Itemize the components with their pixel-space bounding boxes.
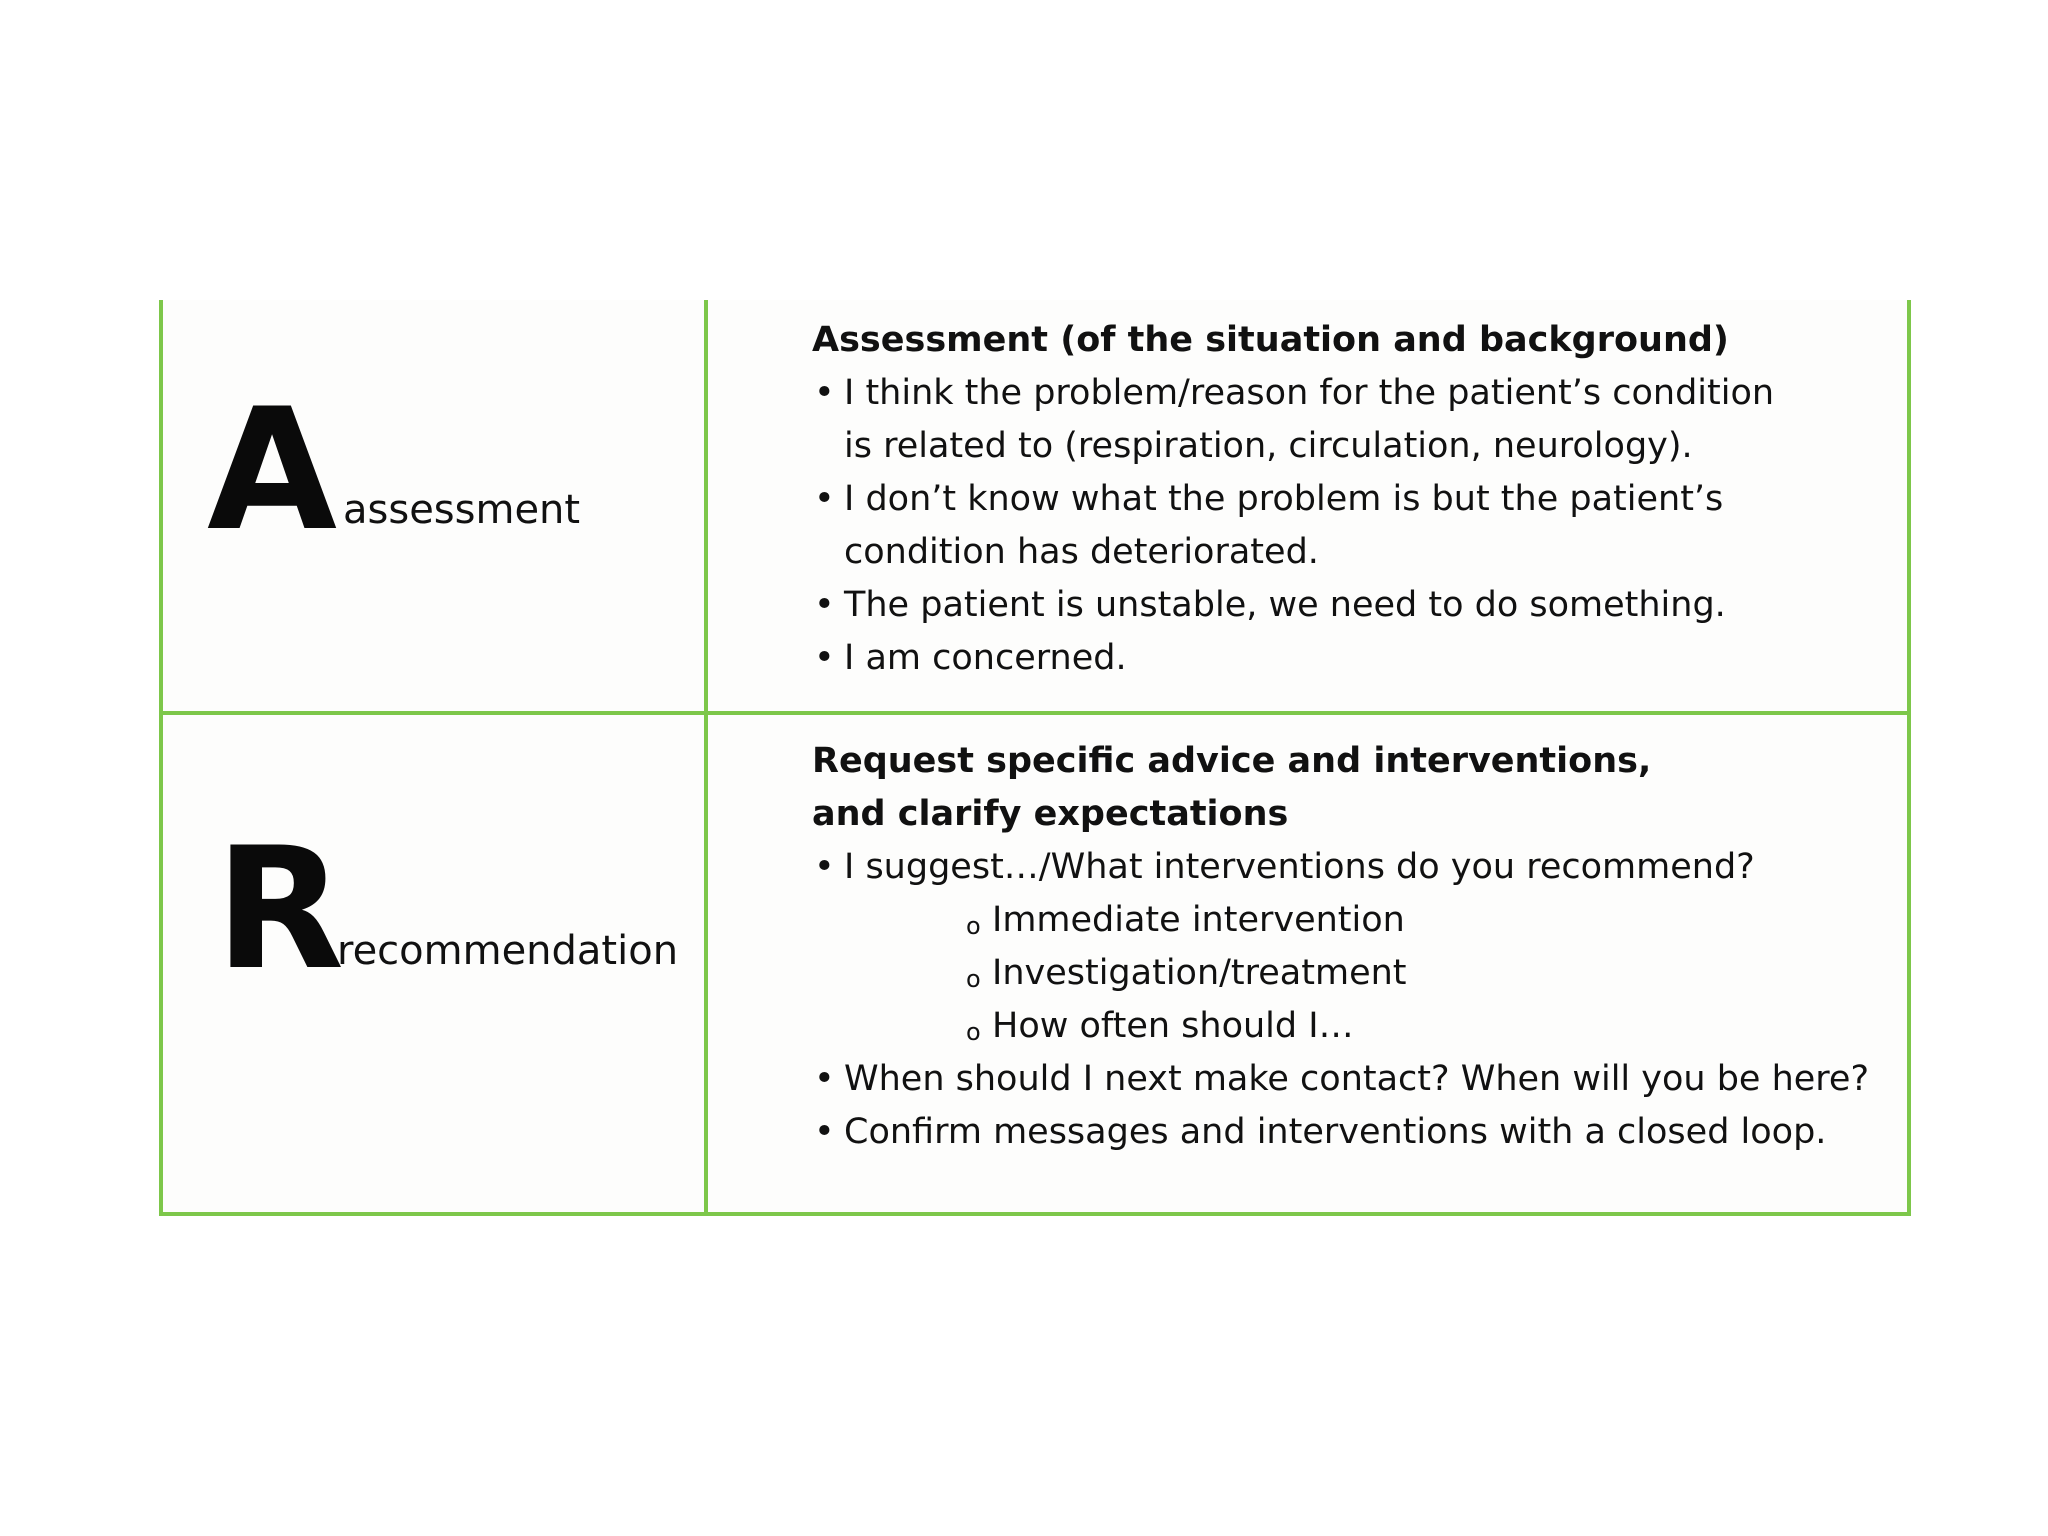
recommendation-content: [812, 735, 1887, 1159]
bullet-line: • Confirm messages and interventions with a closed loop.: [844, 1112, 1827, 1152]
recommendation-bullet: [812, 1106, 1887, 1159]
recommendation-bullet-list: [812, 1053, 1887, 1159]
assessment-bullet-list: [812, 367, 1887, 685]
bullet-line: • I think the problem/reason for the patient’s condition: [844, 373, 1775, 413]
recommendation-letter-cell: [163, 715, 704, 1212]
recommendation-bullet-list: [812, 841, 1887, 894]
recommendation-word: recommendation: [337, 928, 679, 974]
bullet-line: • I suggest…/What interventions do you recommend?: [844, 847, 1755, 887]
recommendation-bullet: [812, 1053, 1887, 1106]
recommendation-sub-list: [812, 894, 1887, 1053]
recommendation-sub-item: o Investigation/treatment: [966, 947, 1887, 1000]
row-assessment: [163, 300, 1907, 715]
recommendation-heading-line: Request specific advice and interventions,: [812, 741, 1652, 781]
recommendation-bullet: [812, 841, 1887, 894]
assessment-word: assessment: [343, 487, 581, 533]
bullet-line: • The patient is unstable, we need to do something.: [844, 585, 1726, 625]
bullet-line: • I don’t know what the problem is but the patient’s: [844, 479, 1724, 519]
assessment-bullet: [812, 473, 1887, 579]
bullet-line: is related to (respiration, circulation, neurology).: [844, 426, 1693, 466]
assessment-heading: Assessment (of the situation and background): [812, 320, 1729, 360]
bullet-line: • I am concerned.: [844, 638, 1127, 678]
bullet-line: • When should I next make contact? When will you be here?: [844, 1059, 1870, 1099]
recommendation-heading-line: and clarify expectations: [812, 794, 1289, 834]
recommendation-sub-item: o Immediate intervention: [966, 894, 1887, 947]
recommendation-sub-item: o How often should I…: [966, 1000, 1887, 1053]
assessment-bullet: [812, 579, 1887, 632]
column-divider: [704, 300, 708, 711]
assessment-letter-cell: [163, 300, 704, 711]
column-divider: [704, 715, 708, 1212]
assessment-big-letter: A: [207, 372, 338, 568]
recommendation-big-letter: R: [215, 811, 345, 1007]
assessment-bullet: [812, 367, 1887, 473]
row-recommendation: [163, 715, 1907, 1212]
sbar-table: [159, 300, 1911, 1216]
assessment-bullet: [812, 632, 1887, 685]
assessment-content: [812, 314, 1887, 685]
bullet-line: condition has deteriorated.: [844, 532, 1319, 572]
